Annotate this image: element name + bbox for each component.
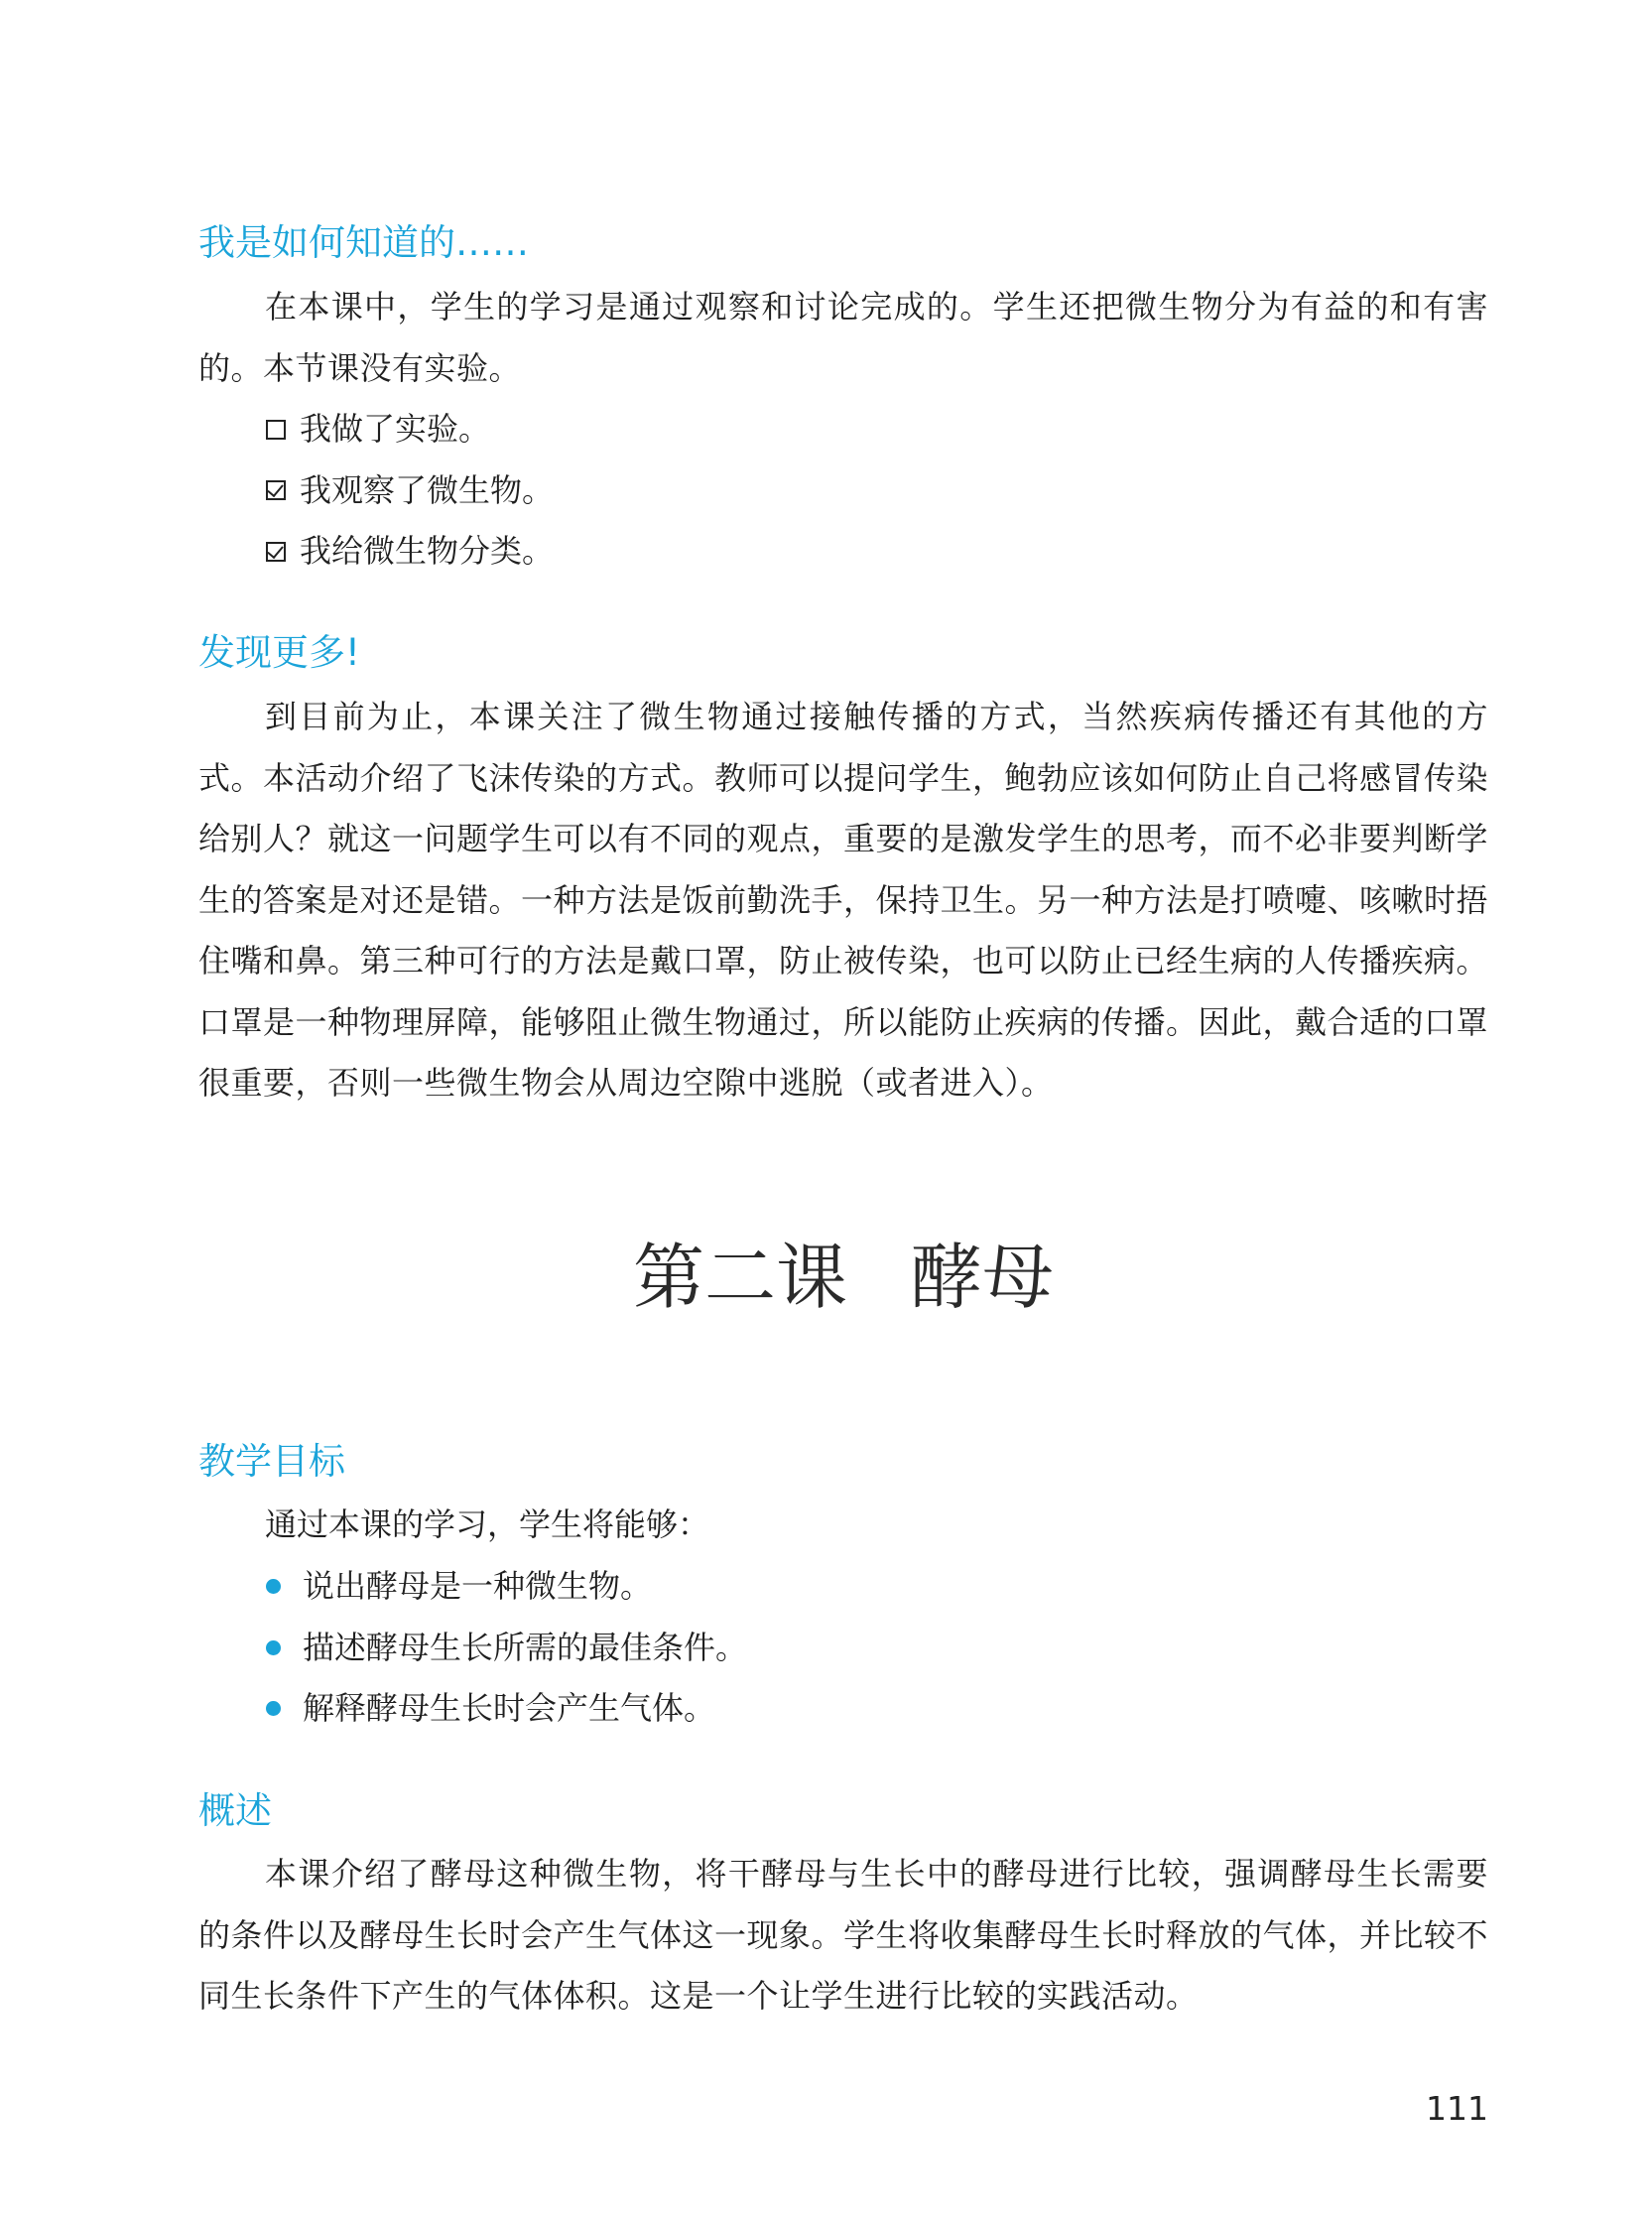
checklist-label: 我给微生物分类。 (300, 532, 555, 570)
lesson-title (198, 1233, 1488, 1322)
bullet-icon (266, 1640, 281, 1655)
checkbox-checked-icon (266, 480, 286, 500)
objective-text: 描述酵母生长所需的最佳条件。 (303, 1628, 748, 1666)
objectives-list (266, 1556, 747, 1740)
objective-item (266, 1618, 747, 1679)
bullet-icon (266, 1579, 281, 1594)
discover-more-heading: 发现更多! (198, 631, 360, 674)
objectives-intro: 通过本课的学习，学生将能够： (265, 1505, 710, 1543)
objective-text: 解释酵母生长时会产生气体。 (303, 1689, 716, 1727)
checkbox-checked-icon (266, 542, 286, 562)
checklist-label: 我观察了微生物。 (300, 470, 555, 509)
checklist-item-experiment (266, 399, 554, 460)
objective-item (266, 1556, 747, 1618)
lesson-name: 酵母 (911, 1236, 1055, 1319)
how-known-paragraph: 在本课中，学生的学习是通过观察和讨论完成的。学生还把微生物分为有益的和有害的。本节课没有实验。 (198, 288, 1488, 387)
lesson-number: 第二课 (632, 1236, 847, 1319)
bullet-icon (266, 1701, 281, 1716)
page-number: 111 (1426, 2089, 1488, 2128)
checklist-label: 我做了实验。 (300, 410, 491, 448)
objectives-heading: 教学目标 (198, 1440, 345, 1483)
objective-text: 说出酵母是一种微生物。 (303, 1567, 653, 1605)
checklist-item-classified (266, 521, 554, 583)
overview-paragraph: 本课介绍了酵母这种微生物，将干酵母与生长中的酵母进行比较，强调酵母生长需要的条件以及酵母生长时会产生气体这一现象。学生将收集酵母生长时释放的气体，并比较不同生长条件下产生的气体体积。这是一个让学生进行比较的实践活动。 (198, 1855, 1489, 2015)
checkbox-unchecked-icon (266, 420, 286, 440)
checklist-item-observed (266, 460, 554, 522)
objective-item (266, 1678, 747, 1740)
discover-more-paragraph: 到目前为止，本课关注了微生物通过接触传播的方式，当然疾病传播还有其他的方式。本活动介绍了飞沫传染的方式。教师可以提问学生，鲍勃应该如何防止自己将感冒传染给别人？就这一问题学生可以有不同的观点，重要的是激发学生的思考，而不必非要判断学生的答案是对还是错。一种方法是饭前勤洗手，保持卫生。另一种方法是打喷嚏、咳嗽时捂住嘴和鼻。第三种可行的方法是戴口罩，防止被传染，也可以防止已经生病的人传播疾病。口罩是一种物理屏障，能够阻止微生物通过，所以能防止疾病的传播。因此，戴合适的口罩很重要，否则一些微生物会从周边空隙中逃脱（或者进入）。 (198, 698, 1489, 1102)
how-known-heading: 我是如何知道的…… (198, 221, 529, 264)
checklist (266, 399, 554, 583)
overview-heading: 概述 (198, 1789, 272, 1832)
